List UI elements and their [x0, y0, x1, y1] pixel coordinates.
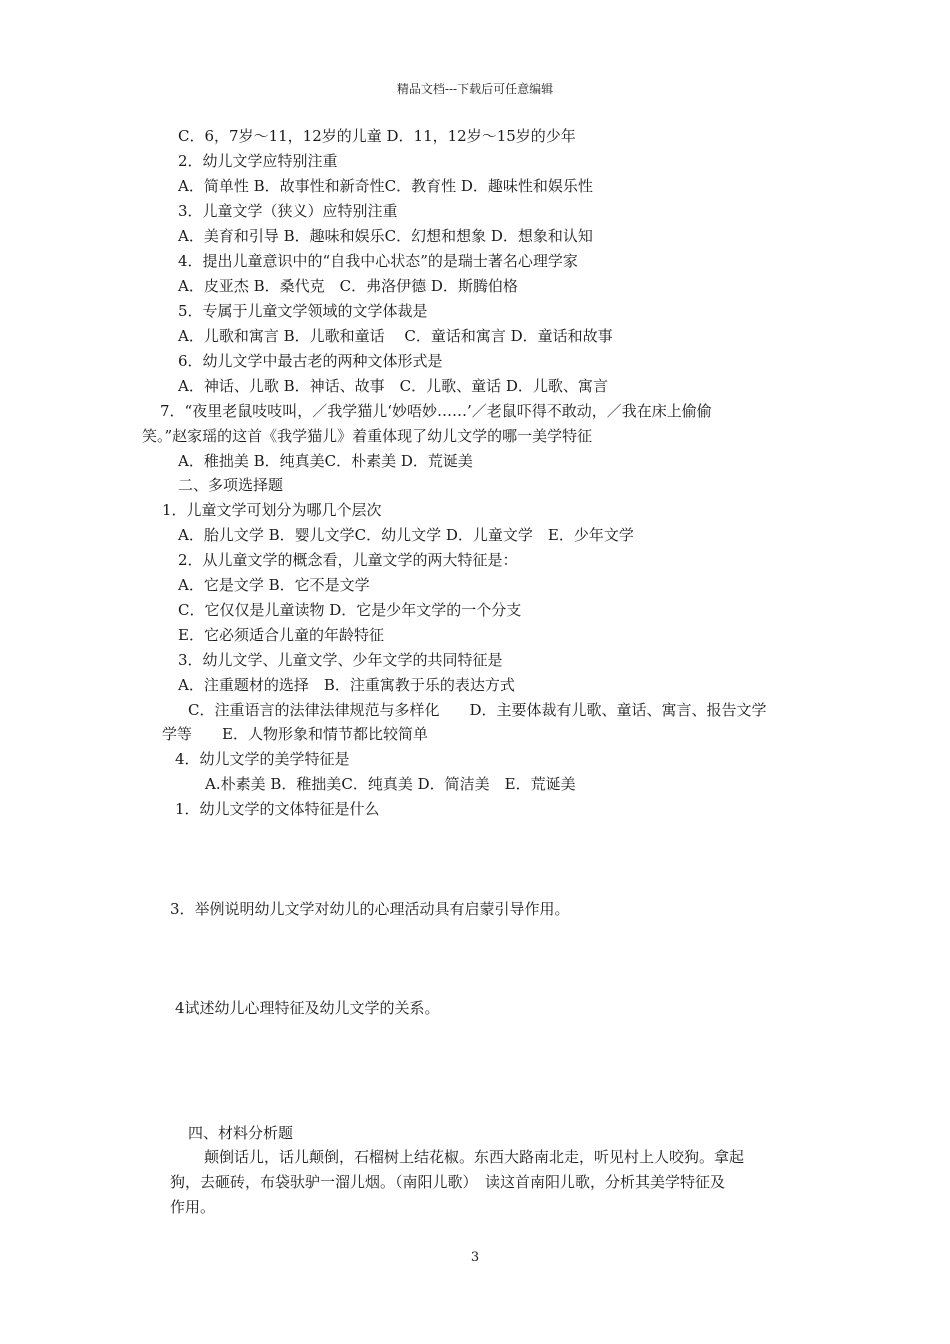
option-line: A．美育和引导 B．趣味和娱乐C．幻想和想象 D．想象和认知 [178, 227, 593, 245]
question-line: 1．幼儿文学的文体特征是什么 [175, 800, 380, 818]
option-line: A．儿歌和寓言 B．儿歌和童话 C．童话和寓言 D．童话和故事 [178, 327, 613, 345]
question-line: 3．儿童文学（狭义）应特别注重 [178, 202, 398, 220]
option-line: C．6，7岁～11，12岁的儿童 D．11，12岁～15岁的少年 [178, 127, 576, 145]
page-number: 3 [470, 1250, 480, 1265]
option-line: E．它必须适合儿童的年龄特征 [178, 626, 384, 644]
option-line: 学等 E．人物形象和情节都比较简单 [162, 725, 428, 743]
option-line: A．简单性 B．故事性和新奇性C．教育性 D．趣味性和娱乐性 [178, 177, 593, 195]
option-line: A．它是文学 B．它不是文学 [178, 576, 370, 594]
page-header: 精品文档---下载后可任意编辑 [396, 82, 554, 96]
section-heading: 二、多项选择题 [178, 476, 284, 494]
option-line: A．胎儿文学 B．婴儿文学C．幼儿文学 D．儿童文学 E．少年文学 [178, 526, 634, 544]
paragraph-line: 狗，去砸砖，布袋驮驴一溜儿烟。（南阳儿歌） 读这首南阳儿歌，分析其美学特征及 [170, 1173, 726, 1191]
question-line: 4试述幼儿心理特征及幼儿文学的关系。 [175, 999, 440, 1017]
option-line: A．皮亚杰 B．桑代克 C．弗洛伊德 D．斯腾伯格 [178, 277, 518, 295]
question-line: 1．儿童文学可划分为哪几个层次 [162, 501, 382, 519]
question-line: 2．从儿童文学的概念看，儿童文学的两大特征是： [178, 551, 518, 569]
question-line: 3．举例说明幼儿文学对幼儿的心理活动具有启蒙引导作用。 [170, 900, 570, 918]
option-line: C．它仅仅是儿童读物 D．它是少年文学的一个分支 [178, 601, 522, 619]
question-line: 4．幼儿文学的美学特征是 [175, 750, 350, 768]
paragraph-line: 颠倒话儿，话儿颠倒，石榴树上结花椒。东西大路南北走，听见村上人咬狗。拿起 [204, 1148, 745, 1166]
option-line: A．稚拙美 B．纯真美C．朴素美 D．荒诞美 [178, 452, 473, 470]
section-heading: 四、材料分析题 [188, 1124, 294, 1142]
question-line: 5．专属于儿童文学领域的文学体裁是 [178, 302, 428, 320]
question-line: 7．“夜里老鼠吱吱叫，／我学猫儿‘妙唔妙……’／老鼠吓得不敢动，／我在床上偷偷 [160, 402, 712, 420]
option-line: C．注重语言的法律法律规范与多样化 D．主要体裁有儿歌、童话、寓言、报告文学 [188, 701, 767, 719]
question-line: 4．提出儿童意识中的“自我中心状态”的是瑞士著名心理学家 [178, 252, 578, 270]
question-line: 3．幼儿文学、儿童文学、少年文学的共同特征是 [178, 651, 503, 669]
question-line: 笑。”赵家瑶的这首《我学猫儿》着重体现了幼儿文学的哪一美学特征 [142, 427, 593, 445]
option-line: A．注重题材的选择 B．注重寓教于乐的表达方式 [178, 676, 515, 694]
question-line: 6．幼儿文学中最古老的两种文体形式是 [178, 352, 443, 370]
option-line: A．神话、儿歌 B．神话、故事 C．儿歌、童话 D．儿歌、寓言 [178, 377, 608, 395]
paragraph-line: 作用。 [170, 1198, 216, 1216]
question-line: 2．幼儿文学应特别注重 [178, 152, 338, 170]
option-line: A.朴素美 B．稚拙美C．纯真美 D．简洁美 E．荒诞美 [205, 775, 576, 793]
